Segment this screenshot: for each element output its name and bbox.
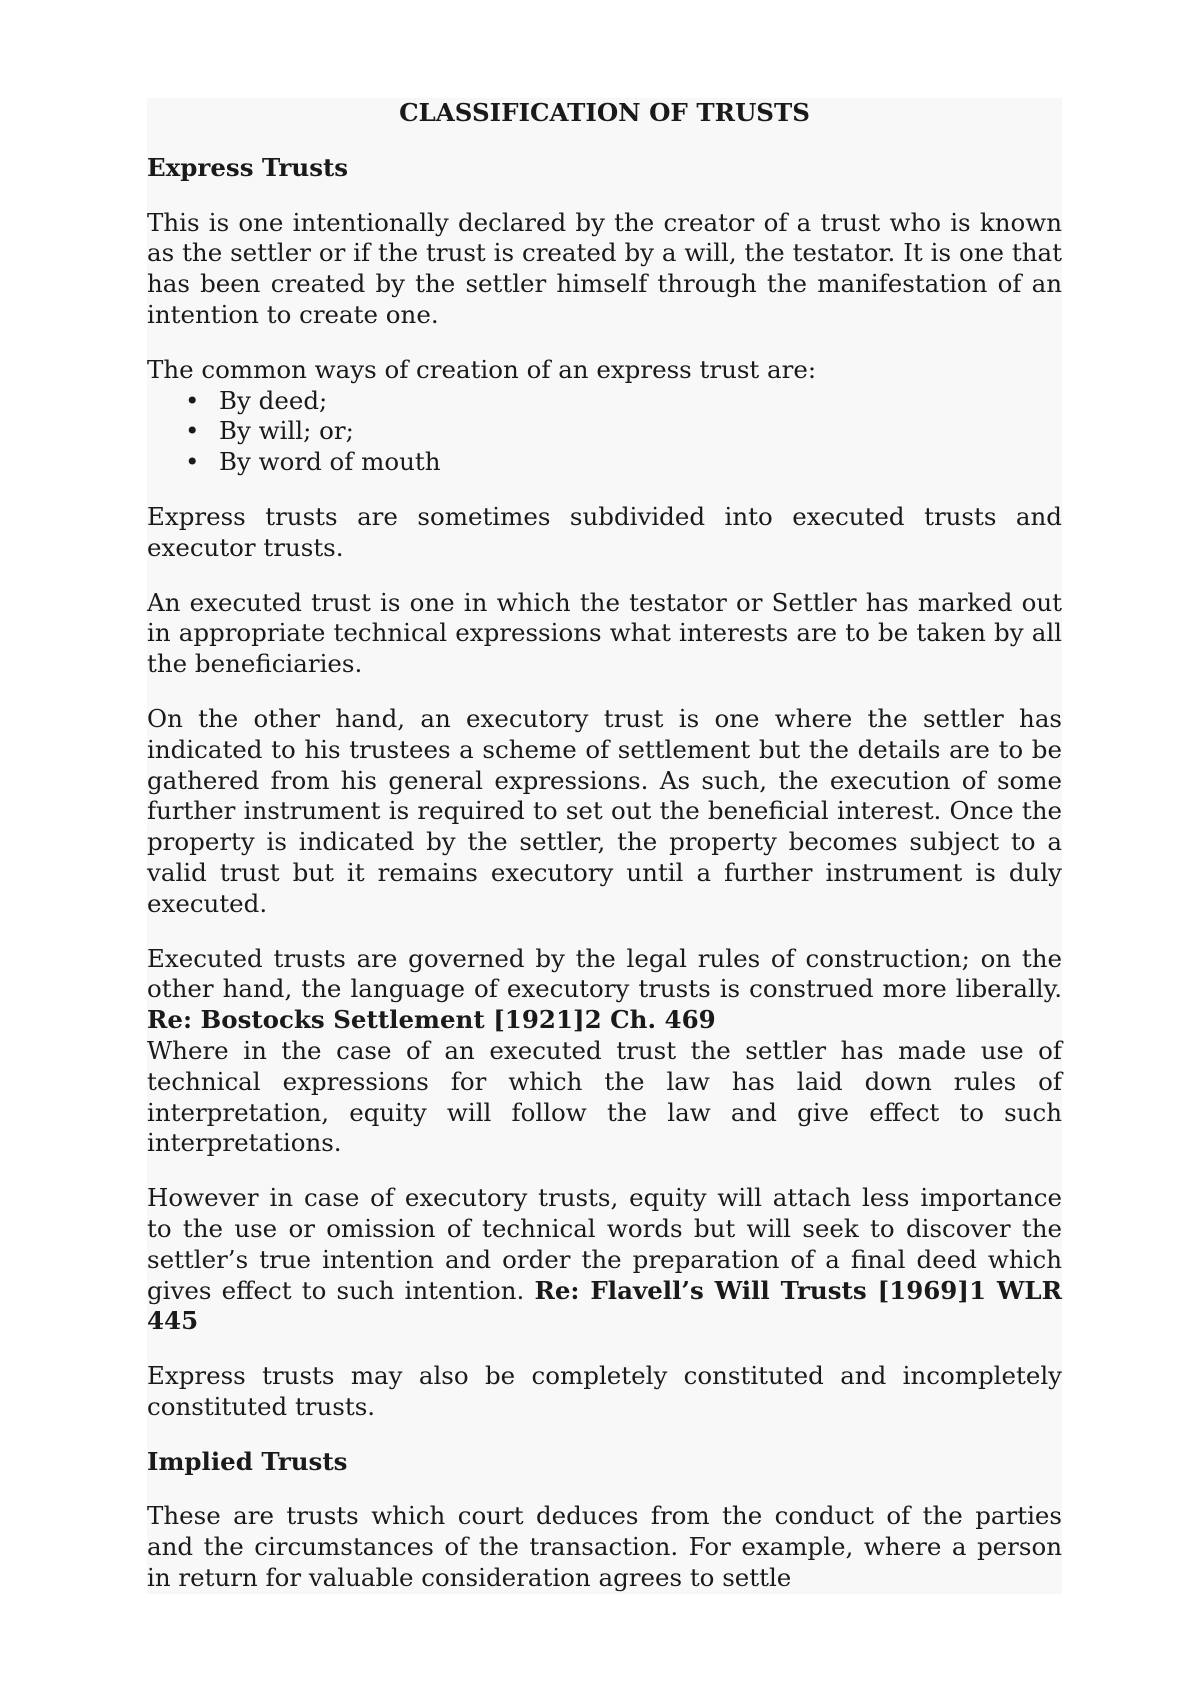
executory-equity-text: However in case of executory trusts, equity will attach less importance to the use or omission of technical words but will seek to discover the settler’s true intention and order the preparation of a final deed which gives effect to such intention. xyxy=(147,1183,1062,1305)
list-item xyxy=(180,447,1062,478)
implied-trust-paragraph: These are trusts which court deduces from the conduct of the parties and the circumstances of the transaction. For example, where a person in return for valuable consideration agrees to settle xyxy=(147,1501,1062,1593)
document-body xyxy=(147,98,1062,1594)
executory-equity-paragraph xyxy=(147,1183,1062,1337)
executory-trust-paragraph: On the other hand, an executory trust is one where the settler has indicated to his trustees a scheme of settlement but the details are to be gathered from his general expressions. As such, the execution of some further instrument is required to set out the beneficial interest. Once the property is indicated by the settler, the property becomes subject to a valid trust but it remains executory until a further instrument is duly executed. xyxy=(147,703,1062,918)
construction-text: Executed trusts are governed by the legal rules of construction; on the other hand, the language of executory trusts is construed more liberally. xyxy=(147,943,1062,1004)
express-trusts-heading: Express Trusts xyxy=(147,152,349,182)
executed-trust-paragraph: An executed trust is one in which the testator or Settler has marked out in appropriate technical expressions what interests are to be taken by all the beneficiaries. xyxy=(147,587,1062,679)
express-trust-definition: This is one intentionally declared by the creator of a trust who is known as the settler or if the trust is created by a will, the testator. It is one that has been created by the settler himself through the manifestation of an intention to create one. xyxy=(147,207,1062,329)
list-item-text: By will; or; xyxy=(219,416,354,446)
bullet-icon: • xyxy=(185,447,200,477)
bullet-icon: • xyxy=(185,385,200,415)
list-item-text: By word of mouth xyxy=(219,447,441,477)
case-citation-flavell: Re: Flavell’s Will Trusts [1969]1 WLR 445 xyxy=(147,1275,1063,1336)
creation-ways-list xyxy=(147,386,1062,478)
creation-ways-intro: The common ways of creation of an express trust are: xyxy=(147,354,817,384)
subdivision-paragraph: Express trusts are sometimes subdivided into executed trusts and executor trusts. xyxy=(147,501,1062,562)
construction-paragraph xyxy=(147,944,1062,1036)
list-item xyxy=(180,386,1062,417)
list-item xyxy=(180,416,1062,447)
list-item-text: By deed; xyxy=(219,385,328,415)
implied-trusts-heading: Implied Trusts xyxy=(147,1446,348,1476)
bullet-icon: • xyxy=(185,416,200,446)
constitution-paragraph: Express trusts may also be completely constituted and incompletely constituted trusts. xyxy=(147,1361,1062,1421)
page-title: CLASSIFICATION OF TRUSTS xyxy=(399,98,810,127)
case-citation-bostocks: Re: Bostocks Settlement [1921]2 Ch. 469 xyxy=(147,1005,716,1035)
technical-expressions-paragraph: Where in the case of an executed trust the settler has made use of technical expressions for which the law has laid down rules of interpretation, equity will follow the law and give effect to such interpretations. xyxy=(147,1035,1062,1158)
